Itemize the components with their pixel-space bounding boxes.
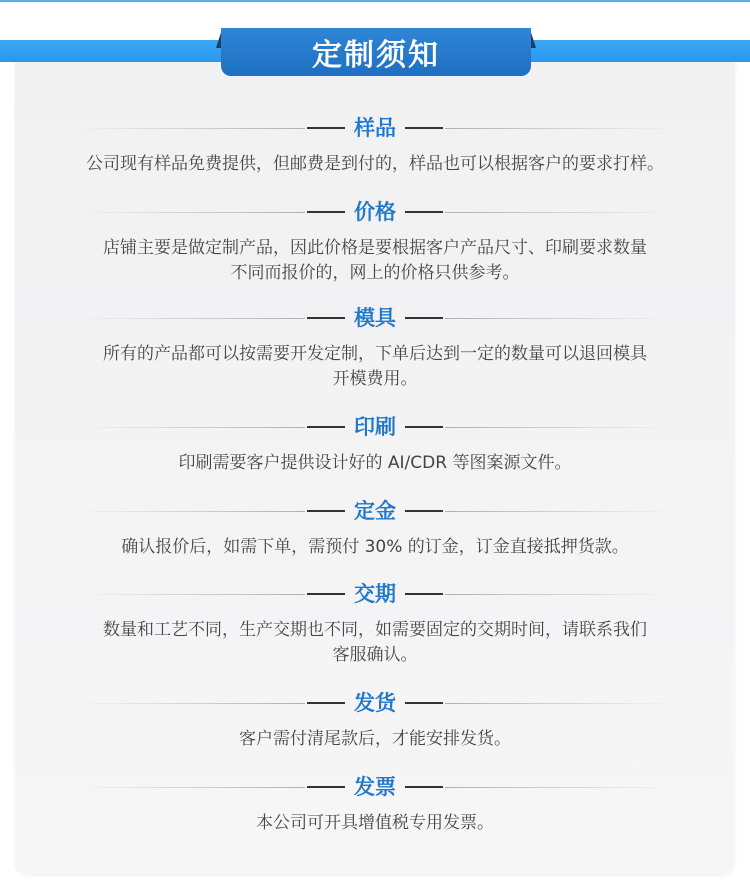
section-text [65,152,685,177]
dash-right [405,426,443,428]
text-line: 本公司可开具增值税专用发票。 [256,813,494,833]
section-heading: 模具 [354,306,396,330]
section-heading-row [15,198,735,226]
text-line: 客户需付清尾款后，才能安排发货。 [239,729,511,749]
section-heading: 定金 [354,499,396,523]
text-line: 店铺主要是做定制产品，因此价格是要根据客户产品尺寸、印刷要求数量 [103,238,647,258]
text-line: 客服确认。 [332,645,418,665]
divider-right [445,511,675,512]
section-text [65,342,685,392]
text-line: 所有的产品都可以按需要开发定制，下单后达到一定的数量可以退回模具 [103,344,647,364]
divider-right [445,212,675,213]
section-heading: 发票 [354,775,396,799]
section-heading-row [15,114,735,142]
section-price [15,198,735,286]
section-invoice [15,773,735,836]
section-text [65,236,685,286]
text-line: 印刷需要客户提供设计好的 AI/CDR 等图案源文件。 [178,453,572,473]
divider-right [445,427,675,428]
page-title: 定制须知 [312,38,440,73]
section-heading-row [15,304,735,332]
text-line: 公司现有样品免费提供，但邮费是到付的，样品也可以根据客户的要求打样。 [86,154,664,174]
section-heading: 交期 [354,582,396,606]
divider-right [445,594,675,595]
text-line: 开模费用。 [332,369,418,389]
section-heading-row [15,497,735,525]
section-text [65,811,685,836]
section-printing [15,413,735,476]
section-heading-row [15,689,735,717]
section-text [65,618,685,668]
section-heading-row [15,580,735,608]
section-heading-row [15,413,735,441]
divider-right [445,787,675,788]
divider-right [445,703,675,704]
dash-right [405,317,443,319]
text-line: 数量和工艺不同，生产交期也不同，如需要固定的交期时间，请联系我们 [103,620,647,640]
section-heading: 发货 [354,691,396,715]
section-text [65,535,685,560]
section-heading: 印刷 [354,415,396,439]
section-heading: 样品 [354,116,396,140]
dash-right [405,127,443,129]
section-shipping [15,689,735,752]
section-heading: 价格 [354,200,396,224]
dash-right [405,211,443,213]
section-text [65,727,685,752]
divider-right [445,128,675,129]
section-heading-row [15,773,735,801]
section-delivery-time [15,580,735,668]
dash-right [405,593,443,595]
section-text [65,451,685,476]
section-mold [15,304,735,392]
title-tab [221,28,531,76]
text-line: 不同而报价的，网上的价格只供参考。 [230,263,520,283]
text-line: 确认报价后，如需下单，需预付 30% 的订金，订金直接抵押货款。 [121,537,629,557]
dash-right [405,786,443,788]
divider-right [445,318,675,319]
dash-right [405,510,443,512]
section-sample [15,114,735,177]
top-border-line [0,0,750,2]
dash-right [405,702,443,704]
section-deposit [15,497,735,560]
